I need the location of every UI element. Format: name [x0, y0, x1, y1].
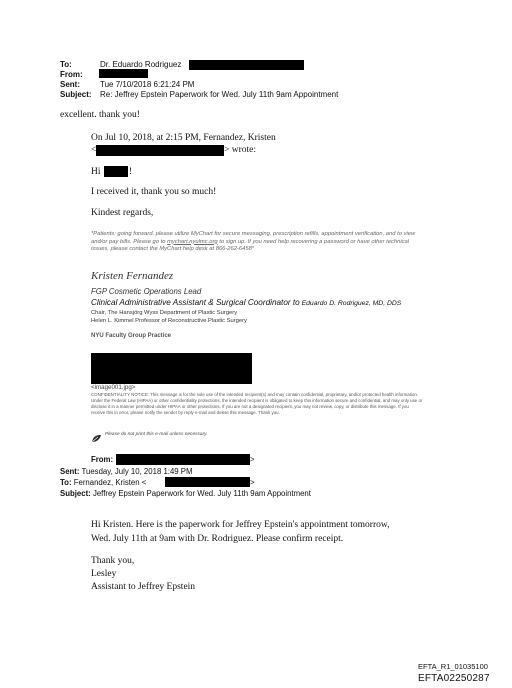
closing-thanks: Thank you,: [91, 556, 135, 566]
fwd-to-line: To: Fernandez, Kristen <: [60, 478, 147, 487]
signature-chair: Chair, The Hansjörg Wyss Department of Plastic Surgery: [91, 310, 238, 316]
subject-label: Subject:: [60, 90, 92, 99]
quote-attribution-wrote: > wrote:: [224, 145, 257, 155]
handwritten-signature: Kristen Fernandez: [91, 270, 174, 282]
body-line: Hi Kristen. Here is the paperwork for Jeffrey Epstein's appointment tomorrow,: [91, 520, 390, 530]
redaction-block: [189, 60, 304, 70]
sender-name: Lesley: [91, 569, 117, 579]
confidentiality-notice: CONFIDENTIALITY NOTICE: This message is for the sole use of the intended recipient(s) and may contain confidential, proprietary, and/or protected health information. Under the Federal Law (HIPAA) or other confidentiality protections, the intended recipient is obligated to keep this information secure and confidential, and may only use or disclose it in a manner permitted under HIPAA or other protections. If you are not a designated recipient, you may not review, copy, or distribute this message. If you receive this in error, please notify the sender by reply e-mail and delete this message. Thank you.: [91, 392, 423, 415]
sent-label: Sent:: [60, 80, 80, 89]
quote-closing: Kindest regards,: [91, 208, 154, 218]
from-label: From:: [60, 70, 83, 79]
reply-body: excellent. thank you!: [60, 110, 140, 120]
subject-value: Re: Jeffrey Epstein Paperwork for Wed. July 11th 9am Appointment: [100, 90, 339, 99]
fwd-sent-line: Sent: Tuesday, July 10, 2018 1:49 PM: [60, 467, 193, 476]
fwd-from-label: From:: [91, 455, 114, 464]
leaf-icon: [91, 430, 102, 439]
fwd-to-suffix: >: [250, 478, 255, 487]
document-id-small: EFTA_R1_01035100: [418, 662, 488, 671]
mychart-note: *Patients: going forward, please utilize MyChart for secure messaging, prescription refills, appointment verification, and to view and/or pay bills. Please go to mychart.nyulmc.org to sign up. If you need help recovering a password or have other technical issues, please contact the MyChart help desk at 866-262-6458*: [91, 231, 416, 253]
quote-greeting-punct: !: [129, 167, 133, 177]
redaction-block: [91, 353, 252, 384]
mychart-link[interactable]: mychart.nyulmc.org: [167, 238, 218, 245]
sender-role: Assistant to Jeffrey Epstein: [91, 582, 196, 592]
to-value: Dr. Eduardo Rodriguez: [100, 60, 182, 69]
redaction-block: [116, 454, 250, 465]
redaction-block: [104, 166, 128, 177]
image-placeholder: <image001.jpg>: [91, 384, 136, 391]
redaction-block: [99, 69, 148, 78]
redaction-block: [165, 477, 250, 487]
document-id-large: EFTA02250287: [418, 673, 490, 684]
sent-value: Tue 7/10/2018 6:21:24 PM: [100, 80, 195, 89]
signature-title: FGP Cosmetic Operations Lead: [91, 287, 202, 296]
signature-role: Clinical Administrative Assistant & Surgical Coordinator to Eduardo D. Rodriguez, MD, DDS: [91, 298, 402, 307]
quote-greeting: Hi: [91, 167, 101, 177]
fwd-subject-line: Subject: Jeffrey Epstein Paperwork for Wed. July 11th 9am Appointment: [60, 489, 311, 498]
quote-attribution: On Jul 10, 2018, at 2:15 PM, Fernandez, Kristen: [91, 133, 276, 143]
redaction-block: [96, 145, 224, 156]
quote-attribution-lt: <: [91, 145, 97, 155]
quote-body-line: I received it, thank you so much!: [91, 187, 217, 197]
signature-professorship: Helen L. Kimmel Professor of Reconstructive Plastic Surgery: [91, 318, 247, 324]
fwd-from-suffix: >: [250, 455, 255, 464]
signature-organization: NYU Faculty Group Practice: [91, 333, 172, 339]
body-line: Wed. July 11th at 9am with Dr. Rodriguez. Please confirm receipt.: [91, 534, 344, 544]
print-notice: Please do not print this e-mail unless necessary.: [105, 432, 208, 437]
to-label: To:: [60, 60, 72, 69]
